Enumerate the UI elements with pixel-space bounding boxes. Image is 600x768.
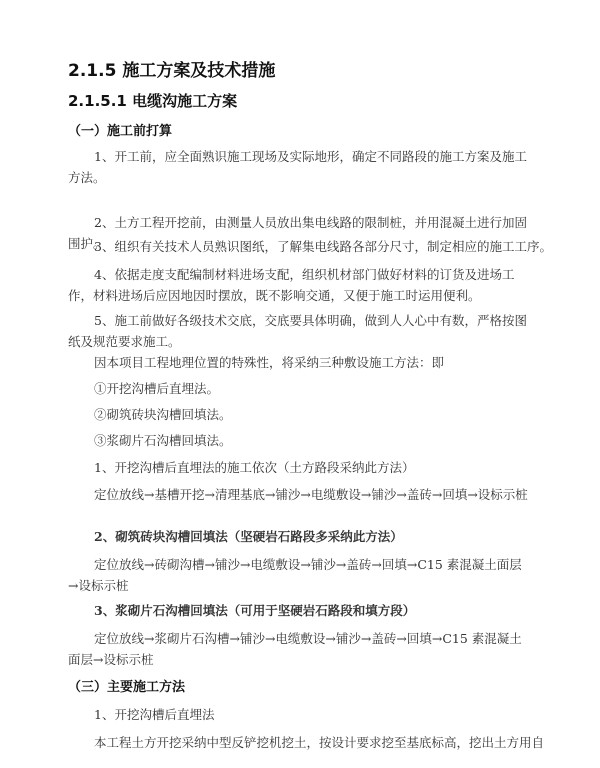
prep-heading: （一）施工前打算	[68, 124, 173, 139]
subsection-heading: 2.1.5.1 电缆沟施工方案	[68, 92, 238, 110]
method-1-text: 本工程土方开挖采纳中型反铲挖机挖土，按设计要求挖至基底标高，挖出土方用自	[94, 735, 545, 750]
step-2-sequence: 定位放线→砖砌沟槽→铺沙→电缆敷设→铺沙→盖砖→回填→C15 素混凝土面层→设标示桩	[68, 557, 522, 593]
section-heading: 2.1.5 施工方案及技术措施	[68, 61, 276, 81]
main-methods-heading: （三）主要施工方法	[68, 680, 186, 695]
step-1-title: 1、开挖沟槽后直埋法的施工依次（土方路段采纳此方法）	[94, 460, 415, 475]
step-1-sequence: 定位放线→基槽开挖→清理基底→铺沙→电缆敷设→铺沙→盖砖→回填→设标示桩	[94, 487, 528, 502]
paragraph-4: 4、依据走度支配编制材料进场支配，组织机材部门做好材料的订货及进场工作，材料进场后应因地因时摆放，既不影响交通，又便于施工时运用便利。	[68, 267, 515, 303]
step-3-title: 3、浆砌片石沟槽回填法（可用于坚硬岩石路段和填方段）	[94, 603, 416, 618]
paragraph-2: 2、土方工程开挖前，由测量人员放出集电线路的限制桩，并用混凝土进行加固围护。	[68, 215, 527, 251]
paragraph-5: 5、施工前做好各级技术交底，交底要具体明确，做到人人心中有数，严格按图纸及规范要求施工。	[68, 313, 527, 349]
step-2-title: 2、砌筑砖块沟槽回填法（坚硬岩石路段多采纳此方法）	[94, 529, 403, 544]
paragraph-6: 因本项目工程地理位置的特殊性，将采纳三种敷设施工方法：即	[94, 355, 445, 370]
method-item-1: ①开挖沟槽后直埋法。	[94, 381, 220, 396]
method-item-3: ③浆砌片石沟槽回填法。	[94, 433, 232, 448]
paragraph-1: 1、开工前，应全面熟识施工现场及实际地形，确定不同路段的施工方案及施工方法。	[68, 149, 527, 185]
step-3-sequence: 定位放线→浆砌片石沟槽→铺沙→电缆敷设→铺沙→盖砖→回填→C15 素混凝土面层→设标示桩	[68, 631, 522, 667]
method-1-subtitle: 1、开挖沟槽后直埋法	[94, 707, 215, 722]
method-item-2: ②砌筑砖块沟槽回填法。	[94, 407, 232, 422]
paragraph-3: 3、组织有关技术人员熟识图纸，了解集电线路各部分尺寸，制定相应的施工工序。	[94, 239, 552, 254]
